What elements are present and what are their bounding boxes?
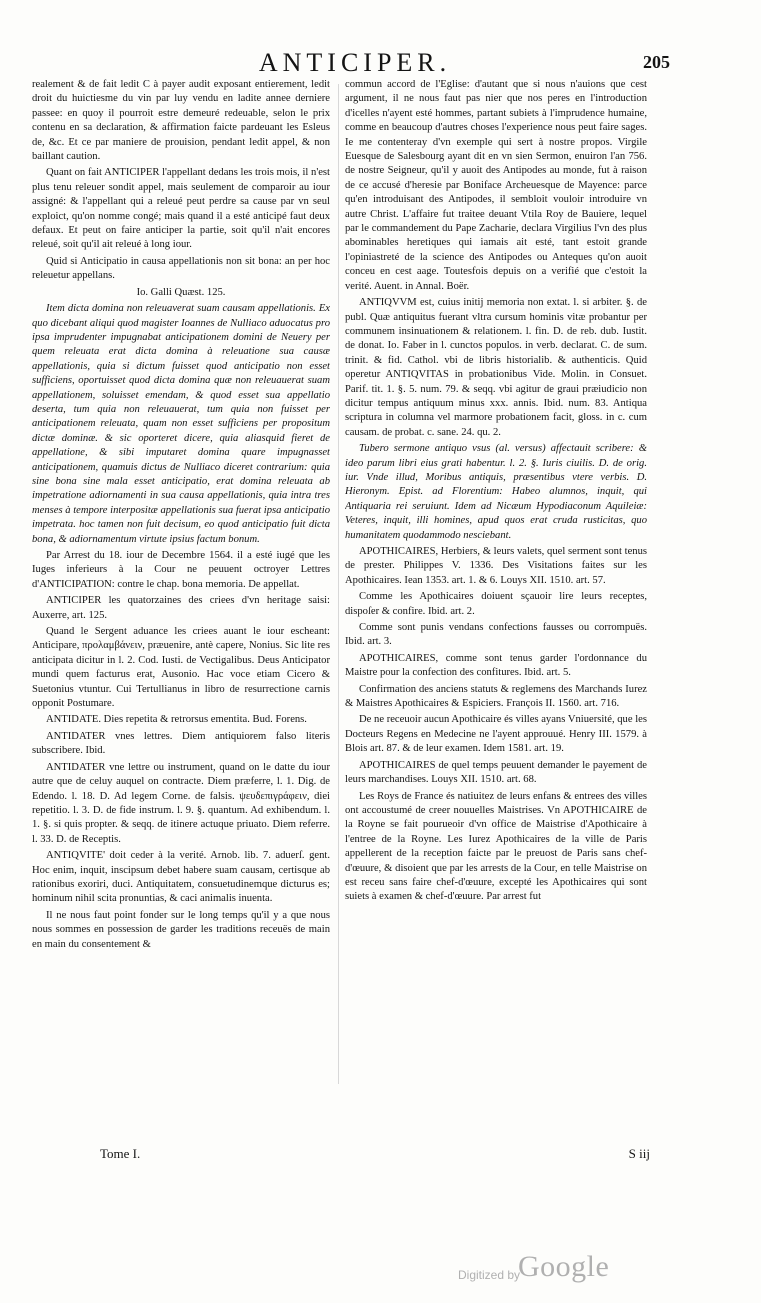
paragraph: Io. Galli Quæst. 125. xyxy=(136,286,226,298)
google-logo: Google xyxy=(518,1250,610,1283)
paragraph: Confirmation des anciens statuts & reglemens des Marchands Iurez & Maistres Apothicaires & Espiciers. François II. 1560. art. 716. xyxy=(345,683,647,710)
paragraph: ANTIDATE. Dies repetita & retrorsus ementita. Bud. Forens. xyxy=(46,714,307,726)
left-column xyxy=(32,78,330,1208)
paragraph: Les Roys de France és natiuitez de leurs enfans & entrees des villes ont accoustumé de creer nouuelles Maistrises. Vn APOTHICAIRE de la Royne se fait pourueoir d'vn office de Maistrise d'Apothicaire à l'entree de la Royne. Les Iurez Apothicaires de la ville de Paris appellerent de la reception faicte par le preuost de Paris sans chef-d'œuure, & disoient que par les arrests de la Cour, en telle Maistrise on est receu sans faire chef-d'œuure, excepté les Apothicaires qui sont suiets à examen & chef-d'œuure. Par arrest fut xyxy=(345,790,647,903)
paragraph: Quand le Sergent aduance les criees auant le iour escheant: Anticipare, προλαμβάνειν, præuenire, antè capere, Nonius. Sic lite res anticipata dicitur in l. 2. Cod. Iusti. de Vectigalibus. Deus Anticipator mundi quem facturus erat, Ausonio. Hac voce etiam Cicero & Suetonius vtuntur. Cui Tertullianus in libro de resurrectione carnis opponit Postumare. xyxy=(32,626,330,710)
paragraph: commun accord de l'Eglise: d'autant que si nous n'auions que cest argument, il ne nous faut pas nier que nos peres en l'introduction d'icelles n'ayent esté hommes, partant subiets à l'imprudence humaine, comme en beaucoup d'autres choses l'experience nous peut faire sages. Ie me contenteray d'vn exemple qui sert à nostre propos. Virgile Euesque de Salesbourg ayant dit en vn sien Sermon, enuiron l'an 756. de nostre Seigneur, qu'il y auoit des Antipodes au monde, fut à raison de ce accusé d'heresie par Boniface Archeuesque de Mayence: parce qu'en introduisant des Antipodes, il sembloit vouloir introduire vn autre Christ. L'affaire fut traitee deuant Vtila Roy de Bauiere, lequel par le commandement du Pape Zacharie, declara Virgilius l'vn des plus abominables heretiques qui iamais ait esté, tant estoit grande l'opiniastreté de la science des Antipodes ou Anteques qu'on auoit conceu en cest aage. Toutesfois depuis on a verifié que c'estoit la verité. Auent. in Annal. Boër. xyxy=(345,79,647,292)
digitized-watermark xyxy=(440,1250,640,1290)
paragraph: ANTIDATER vne lettre ou instrument, quand on le datte du iour autre que de celuy auquel on contracte. Diem præferre, l. 1. Dig. de Edendo. l. 18. D. Ad legem Corne. de falsis. ψευδεπιγράφειν, diei repetitio. l. 3. D. de fide instrum. l. 9. §. quantum. Ad exhibendum. l. 1. §. si quis propter. & seqq. de itinere actuque priuato. Diem referre. l. 33. D. de Receptis. xyxy=(32,761,330,845)
paragraph: ANTICIPER les quatorzaines des criees d'vn heritage saisi: Auxerre, art. 125. xyxy=(32,595,330,621)
page-number: 205 xyxy=(643,52,670,72)
paragraph: Tubero sermone antiquo vsus (al. versus) affectauit scribere: & ideo parum libri eius grati habentur. l. 2. §. Iuris ciuilis. D. de orig. iur. Vnde illud, Moribus antiquis, præsentibus vtere verbis. D. Hieronym. Epist. ad Florentium: Habeo alumnos, inquit, qui Antiquaria rei seruiunt. Idem ad Nicæum Hypodiaconum Aquileiæ: Veteres, inquit, illi homines, apud quos erat cruda rusticitas, quo humanitatem quodammodo nesciebant. xyxy=(345,443,647,541)
paragraph: APOTHICAIRES, comme sont tenus garder l'ordonnance du Maistre pour la confection des confitures. Ibid. art. 5. xyxy=(345,652,647,679)
column-divider xyxy=(338,84,339,1084)
paragraph: Comme sont punis vendans confections fausses ou corrompuës. Ibid. art. 3. xyxy=(345,622,647,648)
paragraph: Quant on fait ANTICIPER l'appellant dedans les trois mois, il n'est plus tenu releuer sondit appel, mais seulement de comparoir au iour assigné: & l'appellant qui a releué peut perdre sa cause par vn seul exploict, qu'on nomme congé; mais quand il a esté anticipé faut deux defaux. Et peut on faire anticiper la partie, soit qu'il n'ait encores releué, soit qu'il ait releué à long iour. xyxy=(32,167,330,251)
paragraph: Quid si Anticipatio in causa appellationis non sit bona: an per hoc releuetur appellans. xyxy=(32,255,330,282)
running-head: ANTICIPER. xyxy=(258,48,452,77)
right-column xyxy=(345,78,647,1208)
signature-mark: S iij xyxy=(628,1146,650,1161)
paragraph: De ne receuoir aucun Apothicaire és villes ayans Vniuersité, que les Docteurs Regens en Medecine ne l'ayent approuué. Henry III. 1579. à Blois art. 87. & de leur examen. Idem 1581. art. 19. xyxy=(345,714,647,755)
paragraph: ANTIQVITE' doit ceder à la verité. Arnob. lib. 7. aduerſ. gent. Hoc enim, inquit, inscipsum debet habere suam causam, certisque ab rationibus exoriri, duci. Antiquitatem, consuetudinemque dicturus es; hominum nihil scita pronuntias, & caci animalis inuenta. xyxy=(32,850,330,905)
paragraph: APOTHICAIRES de quel temps peuuent demander le payement de leurs marchandises. Louys XII. 1510. art. 68. xyxy=(345,759,647,786)
paragraph: APOTHICAIRES, Herbiers, & leurs valets, quel serment sont tenus de prester. Philippes V. 1336. Des Visitations faites sur les Apothicaires. Iean 1353. art. 1. & 6. Louys XII. 1510. art. 57. xyxy=(345,546,647,586)
paragraph: Par Arrest du 18. iour de Decembre 1564. il a esté iugé que les Iuges inferieurs à la Cour ne peuuent octroyer Lettres d'ANTICIPATION: contre le chap. bona memoria. De appellat. xyxy=(32,550,330,590)
paragraph: Item dicta domina non releuaverat suam causam appellationis. Ex quo dicebant aliqui quod magister Ioannes de Nulliaco aduocatus pro ipsa imprudenter impugnabat anticipationem domini de Neuery per quem releuata erat dicta domina à releuatione sua causæ appellationis, quia si dictum fuisset quod anticipatio non esset sufficiens, oportuisset quod dicta domina quæ non releuauerat suam appellationem, soluisset emendam, & quod esset sua appellatio deserta, tum quia non releuauerat, tum quia non fuisset per anticipationem releuata, quam non esset sufficiens per propositum dictæ dominæ. & sic oporteret dicere, quia aliasquid fieret de appellatione, & sibi imputaret domina quare impugnasset anticipationem, quamuis dictus de Nulliaco diceret contrarium: quia sine bona sine mala esset anticipatio, erat domina releuata ab impetratione adiornamenti in sua causa appellationis, quia intra tres menses à tempore interpositæ appellationis sua fuerat ipsa anticipatio impetrata. hoc tamen non fuit decisum, eo quod anticipatio fuit dicta bona, & adiornamentum virtute ipsius factum bonum. xyxy=(32,303,330,545)
paragraph: ANTIQVVM est, cuius initij memoria non extat. l. si arbiter. §. de publ. Quæ antiquitus fuerant vltra cursum hominis vitæ probantur per communem insinuationem & relationem. l. fin. D. de reb. dub. Iustit. de donat. Io. Faber in l. cunctos populos. in verb. declarat. C. de sum. trinit. & fid. Cathol. vbi de libris historialib. & authenticis. Quid operetur ANTIQVITAS in probationibus Vide. Molin. in Consuet. Parif. tit. 1. §. 5. num. 79. & seqq. vbi agitur de graui præiudicio non dicitur tempus antiquum minus xxx. annis. Ibid. num. 83. Antiqua scriptura in columna vel marmore probationem facit, gloss. in c. cum causam. de probat. c. sane. 24. qu. 2. xyxy=(345,297,647,438)
paragraph: ANTIDATER vnes lettres. Diem antiquiorem falso literis subscribere. Ibid. xyxy=(32,730,330,757)
digitized-by-text: Digitized by xyxy=(458,1268,521,1282)
page-header xyxy=(30,48,670,78)
paragraph: realement & de fait ledit C à payer audit exposant entierement, ledit droit du huictiesme du vin par luy vendu en ladite annee derniere passee: en quoy il pourroit estre demeuré redeuable, selon le prix contenu en sa declaration, & affirmation faicte pardeuant les Esleus de, &c. Et ce par maniere de prouision, pendant ledit appel, & non baillant caution. xyxy=(32,79,330,163)
volume-label: Tome I. xyxy=(100,1146,141,1161)
paragraph: Il ne nous faut point fonder sur le long temps qu'il y a que nous nous sommes en possession de garder les traditions receuës de main en main du consentement & xyxy=(32,909,330,950)
paragraph: Comme les Apothicaires doiuent sçauoir lire leurs receptes, dispoſer & confire. Ibid. art. 2. xyxy=(345,591,647,617)
